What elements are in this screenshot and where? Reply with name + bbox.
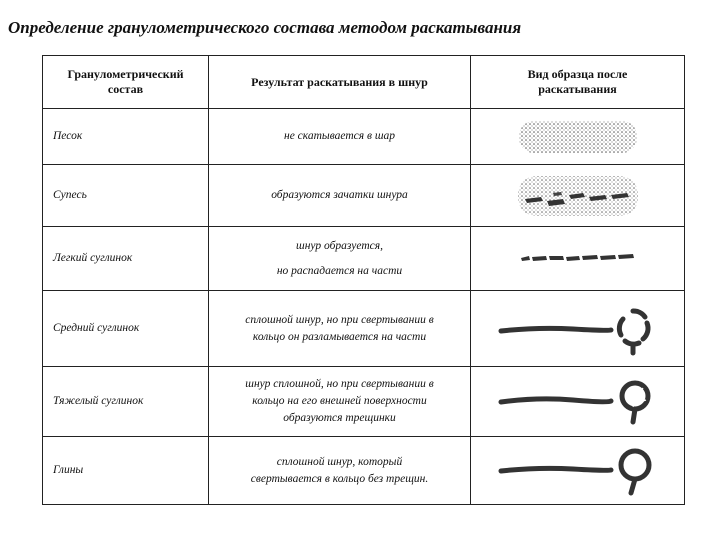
header-line: Гранулометрический bbox=[67, 67, 184, 81]
roll-result bbox=[209, 367, 471, 437]
soil-name: Легкий суглинок bbox=[43, 227, 209, 291]
result-line: образуются трещинки bbox=[283, 412, 396, 424]
cord-broken-ring-icon bbox=[493, 299, 663, 359]
fragmented-cord-icon bbox=[513, 244, 643, 274]
sample-image bbox=[471, 291, 685, 367]
roll-result bbox=[209, 165, 471, 227]
cord-solid-ring-icon bbox=[493, 441, 663, 501]
sample-image bbox=[471, 437, 685, 505]
result-line: кольцо он разламывается на части bbox=[252, 330, 427, 343]
roll-result bbox=[209, 227, 471, 291]
soil-name: Супесь bbox=[43, 165, 209, 227]
soil-table bbox=[42, 55, 685, 505]
table-row bbox=[43, 227, 685, 291]
roll-result bbox=[209, 437, 471, 505]
header-sample-view bbox=[471, 56, 685, 109]
soil-name: Тяжелый суглинок bbox=[43, 367, 209, 437]
header-line: раскатывания bbox=[538, 82, 617, 96]
header-line: состав bbox=[107, 82, 144, 96]
sample-image bbox=[471, 109, 685, 165]
result-line: но распадается на части bbox=[276, 264, 403, 277]
page-title: Определение гранулометрического состава методом раскатывания bbox=[8, 18, 522, 37]
result-line: кольцо на его внешней поверхности bbox=[252, 395, 427, 407]
soil-name: Глины bbox=[43, 437, 209, 505]
table-row bbox=[43, 367, 685, 437]
result-line: сплошной шнур, который bbox=[276, 455, 403, 468]
result-line: шнур сплошной, но при свертывании в bbox=[245, 378, 434, 390]
table-row bbox=[43, 109, 685, 165]
table-row bbox=[43, 291, 685, 367]
result-line: свертывается в кольцо без трещин. bbox=[250, 472, 429, 485]
result-line: не скатывается в шар bbox=[283, 130, 396, 142]
result-line: сплошной шнур, но при свертывании в bbox=[245, 313, 434, 326]
table-row bbox=[43, 437, 685, 505]
sample-image bbox=[471, 227, 685, 291]
sand-smear-icon bbox=[513, 115, 643, 159]
result-line: шнур образуется, bbox=[296, 239, 383, 252]
table-row bbox=[43, 165, 685, 227]
table-header-row bbox=[43, 56, 685, 109]
soil-name: Средний суглинок bbox=[43, 291, 209, 367]
sample-image bbox=[471, 367, 685, 437]
sample-image bbox=[471, 165, 685, 227]
header-granulometric bbox=[43, 56, 209, 109]
cord-cracked-ring-icon bbox=[493, 372, 663, 432]
roll-result bbox=[209, 291, 471, 367]
result-line: образуются зачатки шнура bbox=[271, 189, 408, 201]
soil-name: Песок bbox=[43, 109, 209, 165]
broken-cord-start-icon bbox=[513, 171, 643, 221]
header-line: Вид образца после bbox=[527, 67, 628, 81]
header-result: Результат раскатывания в шнур bbox=[209, 56, 471, 109]
roll-result bbox=[209, 109, 471, 165]
